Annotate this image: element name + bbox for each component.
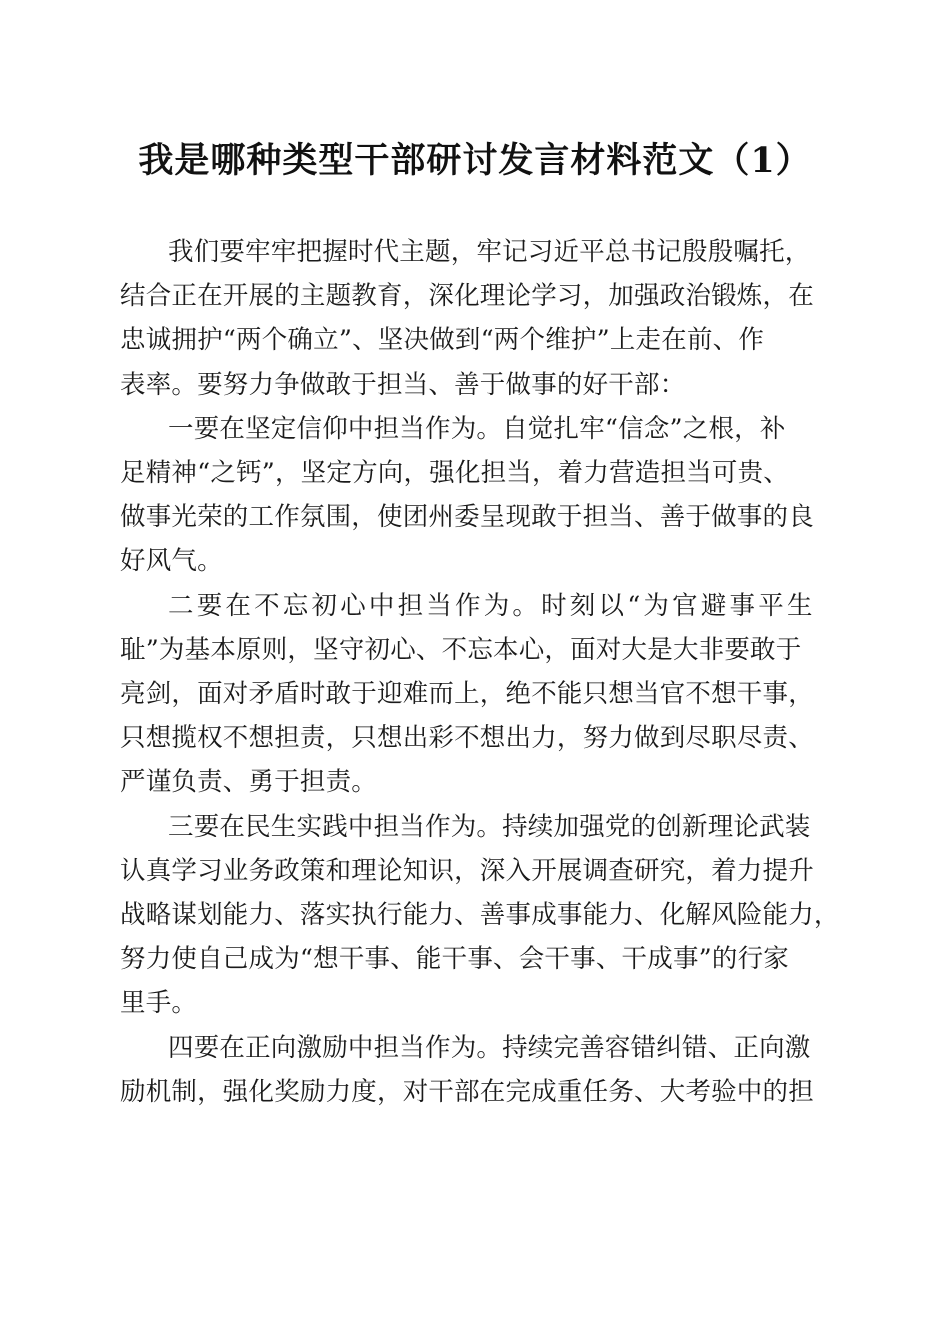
page-title: 我是哪种类型干部研讨发言材料范文（1）: [138, 140, 812, 181]
text-line: 耻”为基本原则，坚守初心、不忘本心，面对大是大非要敢于: [120, 634, 802, 665]
text-line: 结合正在开展的主题教育，深化理论学习，加强政治锻炼，在: [120, 281, 814, 312]
paragraph-point-3: [120, 805, 840, 1026]
text-line: 表率。要努力争做敢于担当、善于做事的好干部：: [120, 369, 686, 400]
text-line: 战略谋划能力、落实执行能力、善事成事能力、化解风险能力，: [120, 900, 840, 931]
text-line: 励机制，强化奖励力度，对干部在完成重任务、大考验中的担: [120, 1076, 814, 1107]
text-line: 三要在民生实践中担当作为。持续加强党的创新理论武装: [168, 811, 811, 842]
text-line: 二要在不忘初心中担当作为。时刻以“为官避事平生: [168, 590, 816, 621]
text-line: 亮剑，面对矛盾时敢于迎难而上，绝不能只想当官不想干事，: [120, 679, 814, 710]
text-line: 只想揽权不想担责，只想出彩不想出力，努力做到尽职尽责、: [120, 723, 814, 754]
document-body: [120, 230, 840, 1114]
text-line: 努力使自己成为“想干事、能干事、会干事、干成事”的行家: [120, 944, 789, 975]
text-line: 一要在坚定信仰中担当作为。自觉扎牢“信念”之根，补: [168, 413, 786, 444]
text-line: 认真学习业务政策和理论知识，深入开展调查研究，着力提升: [120, 855, 814, 886]
paragraph-point-4: [120, 1026, 830, 1114]
text-line: 好风气。: [120, 546, 223, 577]
text-line: 我们要牢牢把握时代主题，牢记习近平总书记殷殷嘱托，: [168, 237, 811, 267]
text-line: 四要在正向激励中担当作为。持续完善容错纠错、正向激: [168, 1032, 811, 1063]
text-line: 忠诚拥护“两个确立”、坚决做到“两个维护”上走在前、作: [120, 325, 765, 356]
text-line: 严谨负责、勇于担责。: [120, 767, 378, 798]
paragraph-point-1: [120, 407, 830, 584]
paragraph-point-2: [120, 584, 830, 805]
text-line: 足精神“之钙”，坚定方向，强化担当，着力营造担当可贵、: [120, 458, 789, 489]
text-line: 做事光荣的工作氛围，使团州委呈现敢于担当、善于做事的良: [120, 502, 814, 533]
text-line: 里手。: [120, 988, 198, 1019]
paragraph-intro: [120, 230, 830, 407]
